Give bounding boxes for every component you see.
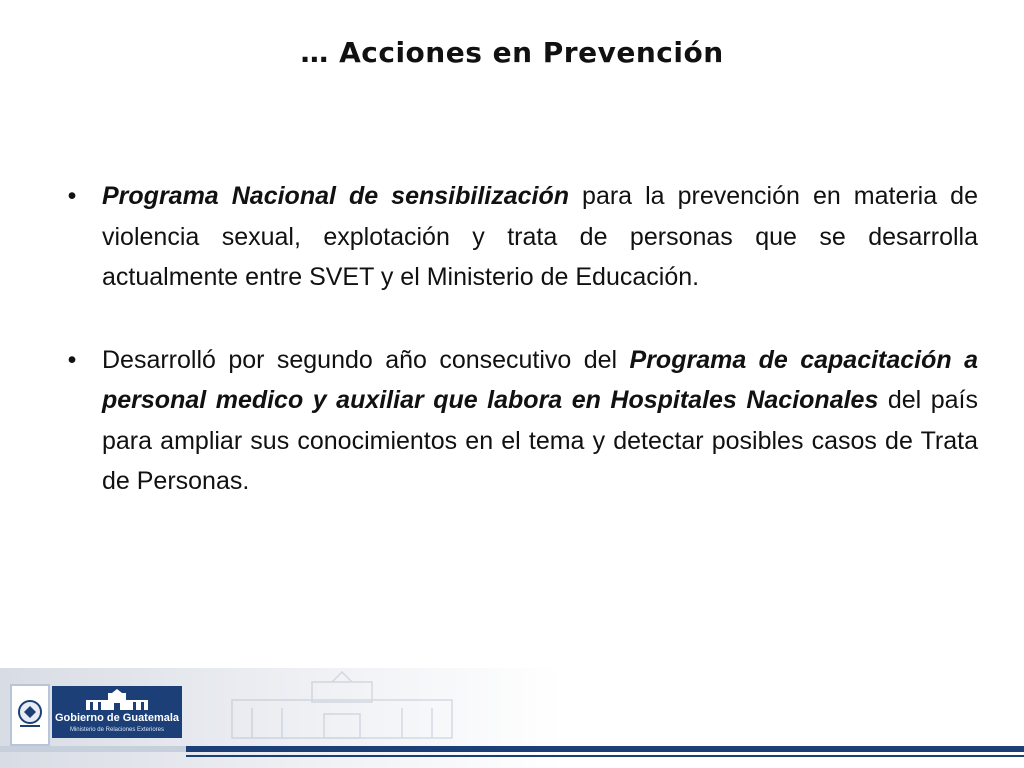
bullet-item-1	[62, 176, 978, 298]
bullet-marker: •	[67, 345, 77, 374]
bullet-marker: •	[67, 182, 77, 210]
slide-title: … Acciones en Prevención	[300, 36, 724, 69]
footer-banner	[0, 668, 1024, 768]
bullet-1-emphasis: Programa Nacional de sensibilización	[102, 182, 570, 210]
government-logo	[52, 686, 182, 738]
palace-watermark-icon	[212, 670, 472, 740]
brand-name: Gobierno de Guatemala	[54, 712, 180, 724]
palace-building-icon	[52, 688, 182, 712]
bullet-2-emphasis: Programa de capacitación a personal medico y auxiliar que labora en Hospitales Nacionales	[102, 345, 978, 414]
footer-divider-thin	[186, 755, 1024, 757]
bullet-list	[62, 176, 978, 502]
bullet-2-text-before: Desarrolló por segundo año consecutivo del	[102, 345, 630, 374]
bullet-2-text-after: del país para ampliar sus conocimientos en el tema y detectar posibles casos de Trata de Personas.	[102, 386, 978, 495]
footer-divider-left	[0, 746, 186, 752]
brand-subtitle: Ministerio de Relaciones Exteriores	[69, 727, 165, 733]
footer-divider-thick	[186, 746, 1024, 752]
bullet-1-text: para la prevención en materia de violencia sexual, explotación y trata de personas que se desarrolla actualmente entre SVET y el Ministerio de Educación.	[102, 182, 978, 291]
coat-of-arms-icon	[10, 684, 50, 746]
bullet-item-2	[62, 340, 978, 502]
